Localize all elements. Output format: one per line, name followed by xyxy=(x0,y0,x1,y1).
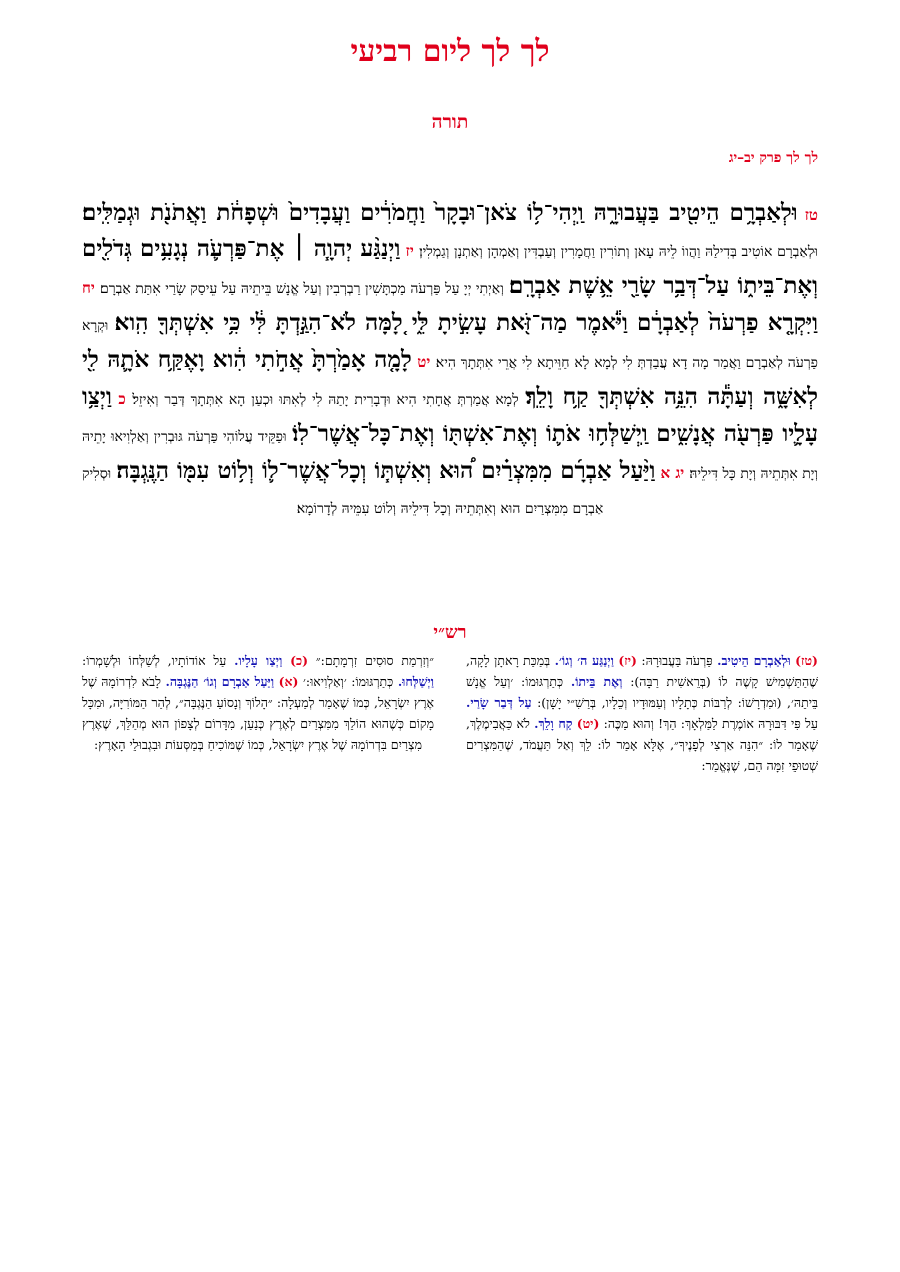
rashi-dibur-hamatchil: וַיְנַגַּע ה׳ וְגוֹ׳. xyxy=(554,653,614,668)
rashi-commentary: לָבֹא לִדְרוֹמָהּ שֶׁל אֶרֶץ יִשְׂרָאֵל, כְּמוֹ שֶׁאָמַר לְמַעְלָה: ״הָלוֹךְ וְנָסוֹעַ הַנֶּגְבָּה״, לְהַר הַמּוֹרִיָּה, וּמִכָּל מָקוֹם כְּשֶׁהוּא הוֹלֵךְ מִמִּצְרַיִם לְאֶרֶץ כְּנַעַן, מִדָּרוֹם לְצָפוֹן הוּא מְהַלֵּךְ, שֶׁאֶרֶץ מִצְרַיִם בִּדְרוֹמָהּ שֶׁל אֶרֶץ יִשְׂרָאֵל, כְּמוֹ שֶׁמּוֹכִיחַ בְּמַסְּעוֹת וּבִגְבוּלֵי הָאָרֶץ: xyxy=(82,674,434,752)
rashi-verse-ref: (טז) xyxy=(795,653,818,668)
chapter-reference: לך לך פרק יב–יג xyxy=(728,150,818,166)
rashi-commentary: עַל פִּי דִּבּוּרָהּ אוֹמֶרֶת לַמַּלְאָךְ: הַךְ! וְהוּא מַכֶּה: xyxy=(603,716,818,731)
verse-hebrew: וַיְצַ֥ו עָלָ֛יו פַּרְעֹ֖ה אֲנָשִׁ֑ים וַֽיְשַׁלְּח֥וּ אֹת֛וֹ וְאֶת־אִשְׁתּ֖וֹ וְאֶת־כָּל־אֲשֶׁר־לֽוֹ׃ xyxy=(82,383,819,447)
rashi-verse-ref: (א) xyxy=(278,674,299,689)
rashi-verse-ref: (יט) xyxy=(576,716,600,731)
rashi-dibur-hamatchil: וַיְצַו עָלָיו. xyxy=(234,653,283,668)
verse-number: טז xyxy=(804,206,818,224)
rashi-dibur-hamatchil: וּלְאַבְרָם הֵיטִיב. xyxy=(717,653,791,668)
torah-text-block xyxy=(82,196,818,526)
verse-number: יז xyxy=(405,242,414,260)
verse-onkelos: וּקְרָא פַרְעֹה לְאַבְרָם וַאֲמַר מָה דָא עֲבַדְתְּ לִי לְמָא לָא חַוֵּיתָא לִי אֲרֵי אִתְּתָךְ הִיא׃ xyxy=(82,318,818,371)
verse-onkelos: וּפַקֵּיד עֲלוֹהִי פַּרְעֹה גּוּבְרִין וְאַלְוִיאוּ יָתֵיהּ וְיָת אִתְּתֵיהּ וְיָת כָּל דִּילֵיהּ׃ xyxy=(82,429,818,482)
rashi-commentary: כְּתַרְגּוּמוֹ: ׳וְעַל אֱנָשׁ בֵּיתֵהּ׳, (וּמִדְרָשׁוֹ: לְרַבּוֹת כְּתָלָיו וְעַמּוּדָיו וְכֵלָיו, בְּרַשִׁ״י יָשָׁן): xyxy=(466,674,818,710)
rashi-dibur-hamatchil: קַח וָלֵךְ. xyxy=(534,716,573,731)
rashi-verse-ref: (כ) xyxy=(290,653,309,668)
section-title-torah: תורה xyxy=(431,111,469,133)
verse-number: יח xyxy=(82,279,95,297)
rashi-dibur-hamatchil: וַיְשַׁלְּחוּ. xyxy=(397,674,434,689)
rashi-title: רש״י xyxy=(433,622,467,643)
rashi-verse-ref: (יז) xyxy=(618,653,637,668)
rashi-commentary: כְּתַרְגּוּמוֹ: ׳וְאַלְוִיאוּ:׳ xyxy=(303,674,394,689)
verse-onkelos: וּסְלִיק אַבְרָם מִמִּצְרַיִם הוּא וְאִתְּתֵיהּ וְכָל דִּילֵיהּ וְלוֹט עִמֵּיהּ לְדָרוֹמָא׃ xyxy=(82,466,604,517)
rashi-column-right xyxy=(466,650,818,776)
rashi-commentary: עַל אוֹדוֹתָיו, לְשַׁלְּחוֹ וּלְשָׁמְרוֹ: xyxy=(82,653,227,668)
rashi-commentary: פַּרְעֹה בַּעֲבוּרָהּ: xyxy=(641,653,713,668)
rashi-dibur-hamatchil: וַיַּעַל אַבְרָם וְגוֹ׳ הַנֶּגְבָּה. xyxy=(165,674,275,689)
verse-number: יט xyxy=(417,353,431,371)
rashi-commentary: בְּמַכַּת רָאתָן לָקָה, שֶׁהַתַּשְׁמִישׁ קָשֶׁה לוֹ (בְּרֵאשִׁית רַבָּה): xyxy=(466,653,818,689)
verse-hebrew: וַיְנַגַּ֨ע יְהוָ֧ה ׀ אֶת־פַּרְעֹ֛ה נְגָעִ֥ים גְּדֹלִ֖ים וְאֶת־בֵּית֑וֹ עַל־דְּבַ֥ר שָׂרַ֖י אֵ֥שֶׁת אַבְרָֽם׃ xyxy=(82,235,819,299)
page-title: לך לך ליום רביעי xyxy=(350,34,550,69)
rashi-commentary: ״וְזִרְמַת סוּסִים זִרְמָתָם:״ xyxy=(315,653,434,668)
verse-number: כ xyxy=(118,390,126,408)
rashi-column-left xyxy=(82,650,434,755)
verse-hebrew: וּלְאַבְרָ֥ם הֵיטִ֖יב בַּעֲבוּרָ֑הּ וַֽיְהִי־ל֥וֹ צֹאן־וּבָקָר֙ וַחֲמֹרִ֔ים וַעֲבָדִים֙ וּשְׁפָחֹ֔ת וַאֲתֹנֹ֖ת וּגְמַלִּֽים׃ xyxy=(82,199,798,226)
verse-onkelos: וּלְאַבְרָם אוֹטִיב בְּדִילַהּ וַהֲווֹ לֵיהּ עָאן וְתוֹרִין וַחֲמָרִין וְעַבְדִּין וְאַמְהָן וְאַתְנָן וְגַמְלִין׃ xyxy=(419,244,818,260)
verse-hebrew: וַיַּ֨עַל אַבְרָ֜ם מִמִּצְרַ֗יִם ה֠וּא וְאִשְׁתּ֧וֹ וְכָל־אֲשֶׁר־ל֛וֹ וְל֥וֹט עִמּ֖וֹ הַנֶּֽגְבָּה׃ xyxy=(116,457,656,484)
rashi-dibur-hamatchil: וְאֶת בֵּיתוֹ. xyxy=(570,674,623,689)
verse-hebrew: לָמָ֤ה אָמַ֙רְתָּ֙ אֲחֹ֣תִי הִ֔וא וָאֶקַּ֥ח אֹתָ֛הּ לִ֖י לְאִשָּׁ֑ה וְעַתָּ֕ה הִנֵּ֥ה אִשְׁתְּךָ֖ קַ֥ח וָלֵֽךְ׃ xyxy=(82,346,818,410)
rashi-commentary: לֹא כַּאֲבִימֶלֶךְ, שֶׁאָמַר לוֹ: ״הִנֵּה אַרְצִי לְפָנֶיךָ״, אֶלָּא אָמַר לוֹ: לֵךְ וְאַל תַּעֲמֹד, שֶׁהַמִּצְרִים שְׁטוּפֵי זִמָּה הֵם, שֶׁנֶּאֱמַר: xyxy=(466,716,818,773)
verse-hebrew: וַיִּקְרָ֤א פַרְעֹה֙ לְאַבְרָ֔ם וַיֹּ֕אמֶר מַה־זֹּ֖את עָשִׂ֣יתָ לִּ֑י לָ֚מָּה לֹא־הִגַּ֣דְתָּ לִּ֔י כִּ֥י אִשְׁתְּךָ֖ הִֽוא׃ xyxy=(114,309,818,336)
verse-onkelos: לְמָא אֲמַרְתְּ אֲחָתִי הִיא וּדְבָרִית יָתַהּ לִי לְאִתּוּ וּכְעַן הָא אִתְּתָךְ דְּבַר וְאִיזֵל׃ xyxy=(132,392,519,408)
verse-onkelos: וְאַיְתִי יְיָ עַל פַּרְעֹה מַכְתָּשִׁין רַבְרְבִין וְעַל אֱנָשׁ בֵּיתֵיהּ עַל עֵיסַק שָׂרַי אִתַּת אַבְרָם׃ xyxy=(99,281,504,297)
verse-number: יג א xyxy=(660,464,685,482)
rashi-dibur-hamatchil: עַל דְּבַר שָׂרַי. xyxy=(466,695,532,710)
